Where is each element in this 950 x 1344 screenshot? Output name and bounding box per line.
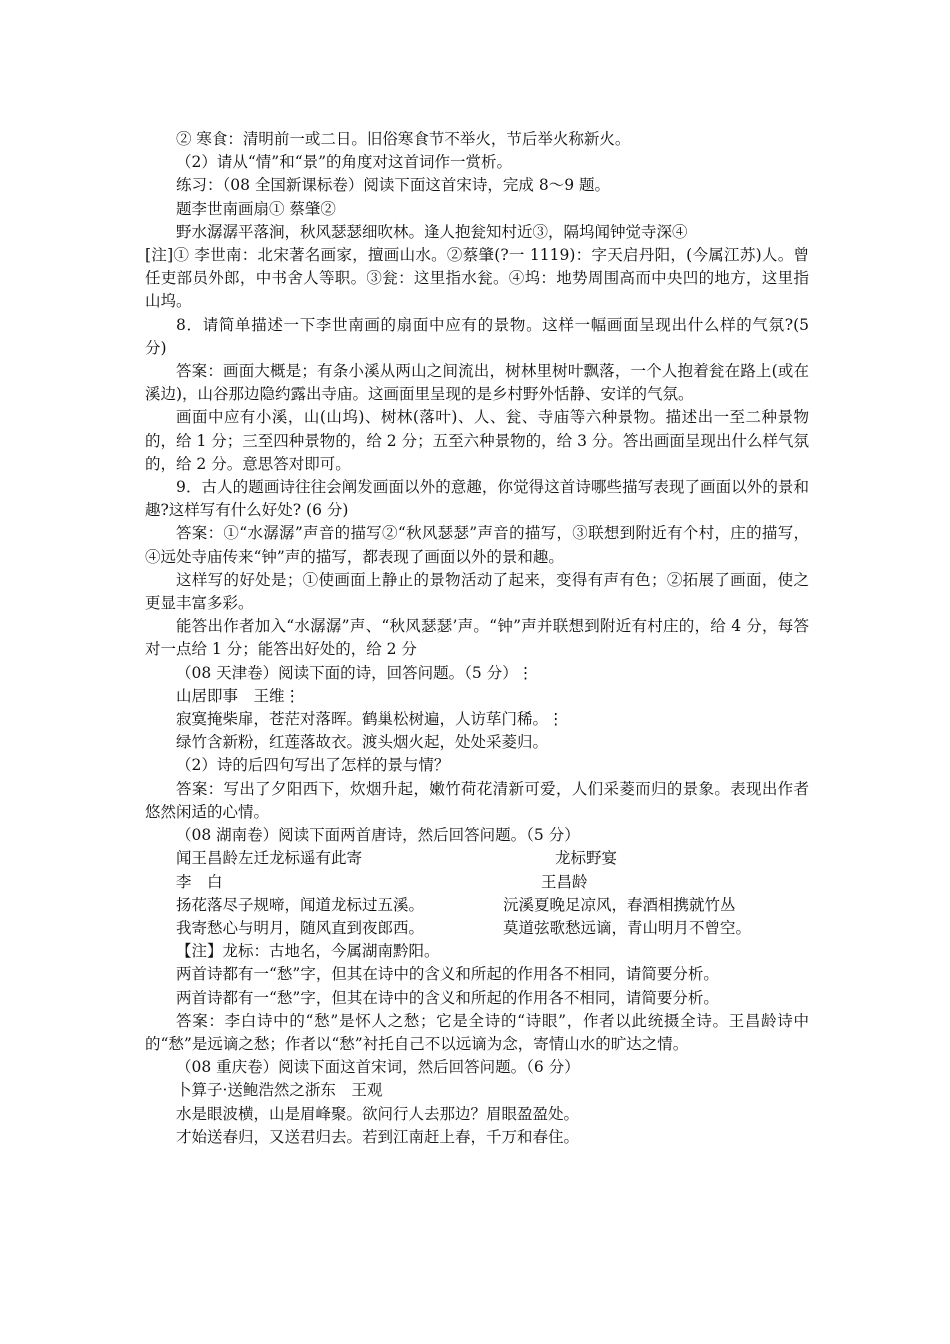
question-chou-2: 两首诗都有一“愁”字，但其在诗中的含义和所起的作用各不相同，请简要分析。 xyxy=(176,988,719,1007)
document-page xyxy=(145,128,809,1149)
ci-title-author: 卜算子·送鲍浩然之浙东 王观 xyxy=(176,1081,383,1100)
answer-shanju: 答案：写出了夕阳西下，炊烟升起，嫩竹荷花清新可爱，人们采菱而归的景象。表现出作者悠然闲适的心情。 xyxy=(145,779,809,821)
poem-shanju-line-1: 寂寞掩柴扉，苍茫对落晖。鹤巢松树遍，人访荜门稀。⋮ xyxy=(176,710,564,729)
ci-line-2: 才始送春归，又送君归去。若到江南赶上春，千万和春住。 xyxy=(176,1127,580,1146)
question-2-appreciation: （2）请从“情”和“景”的角度对这首词作一赏析。 xyxy=(176,153,513,172)
poem-li-bai-author: 李 白 xyxy=(176,872,223,891)
longbiao-note: 【注】龙标：古地名，今属湖南黔阳。 xyxy=(176,942,440,961)
poem-title-author: 题李世南画扇① 蔡肇② xyxy=(176,199,336,218)
poem-shanju-line-2: 绿竹含新粉，红莲落故衣。渡头烟火起，处处采菱归。 xyxy=(176,733,549,752)
ci-line-1: 水是眼波横，山是眉峰聚。欲问行人去那边？眉眼盈盈处。 xyxy=(176,1104,580,1123)
poem-notes: [注]① 李世南：北宋著名画家，擅画山水。②蔡肇(?一 1119)：字天启丹阳，(今属江苏)人。曾任吏部员外郎，中书舍人等职。③瓮：这里指水瓮。④坞：地势周围高而中央凹的地方，这里指山坞。 xyxy=(145,246,809,311)
poem-li-bai-title: 闻王昌龄左迁龙标遥有此寄 xyxy=(176,849,363,868)
scoring-9: 能答出作者加入“水潺潺”声、“秋风瑟瑟’声。“钟”声并联想到附近有村庄的，给 4 分，每答对一点给 1 分；能答出好处的，给 2 分 xyxy=(145,617,809,659)
question-chou-1: 两首诗都有一“愁”字，但其在诗中的含义和所起的作用各不相同，请简要分析。 xyxy=(176,965,719,984)
poem-li-bai-line-2: 我寄愁心与明月，随风直到夜郎西。 xyxy=(176,918,425,937)
tianjin-intro: （08 天津卷）阅读下面的诗，回答问题。（5 分）⋮ xyxy=(176,663,534,682)
poem-li-bai-line-1: 扬花落尽子规啼，闻道龙标过五溪。 xyxy=(176,895,425,914)
answer-chou: 答案：李白诗中的“愁”是怀人之愁；它是全诗的“诗眼”，作者以此统摄全诗。王昌龄诗中的“愁”是远谪之愁；作者以“愁”衬托自己不以远谪为念，寄情山水的旷达之情。 xyxy=(145,1011,809,1053)
poem-wang-line-1: 沅溪夏晚足凉风，春酒相携就竹丛 xyxy=(503,895,736,914)
question-shanju: （2）诗的后四句写出了怎样的景与情？ xyxy=(176,756,450,775)
scoring-8: 画面中应有小溪，山(山坞)、树林(落叶)、人、瓮、寺庙等六种景物。描述出一至二种景物的，给 1 分；三至四种景物的，给 2 分；五至六种景物的，给 3 分。答出画面呈现出什么样气氛的，给 2 分。意思答对即可。 xyxy=(145,408,809,473)
poem-pair-line-2 xyxy=(145,917,809,940)
question-8: 8．请简单描述一下李世南画的扇面中应有的景物。这样一幅画面呈现出什么样的气氛?(5 分) xyxy=(145,315,809,357)
poem-body: 野水潺潺平落涧，秋风瑟瑟细吹林。逢人抱瓮知村近③，隔坞闻钟觉寺深④ xyxy=(176,222,688,241)
poem-wang-author: 王昌龄 xyxy=(541,872,588,891)
answer-8: 答案：画面大概是；有条小溪从两山之间流出，树林里树叶飘落，一个人抱着瓮在路上(或在溪边)，山谷那边隐约露出寺庙。这画面里呈现的是乡村野外恬静、安详的气氛。 xyxy=(145,362,809,404)
answer-9-benefit: 这样写的好处是；①使画面上静止的景物活动了起来，变得有声有色；②拓展了画面，使之更显丰富多彩。 xyxy=(145,570,809,613)
poem-pair-line-1 xyxy=(145,894,809,917)
poem-wang-line-2: 莫道弦歌愁远谪，青山明月不曾空。 xyxy=(503,918,752,937)
poem-pair-titles xyxy=(145,847,809,870)
hunan-intro: （08 湖南卷）阅读下面两首唐诗，然后回答问题。（5 分） xyxy=(176,826,580,845)
question-9: 9．古人的题画诗往往会阐发画面以外的意趣，你觉得这首诗哪些描写表现了画面以外的景和趣?这样写有什么好处? (6 分) xyxy=(145,478,809,520)
answer-9: 答案：①“水潺潺”声音的描写②“秋风瑟瑟”声音的描写，③联想到附近有个村，庄的描写，④远处寺庙传来“钟”声的描写，都表现了画面以外的景和趣。 xyxy=(145,524,809,566)
chongqing-intro: （08 重庆卷）阅读下面这首宋词，然后回答问题。（6 分） xyxy=(176,1058,580,1077)
poem-pair-authors xyxy=(145,871,809,894)
note-hanshi: ② 寒食：清明前一或二日。旧俗寒食节不举火，节后举火称新火。 xyxy=(176,130,631,148)
exercise-intro: 练习：（08 全国新课标卷）阅读下面这首宋诗，完成 8～9 题。 xyxy=(176,176,610,195)
poem-wang-title: 龙标野宴 xyxy=(555,849,618,868)
poem-shanju-title: 山居即事 王维⋮ xyxy=(176,686,301,705)
